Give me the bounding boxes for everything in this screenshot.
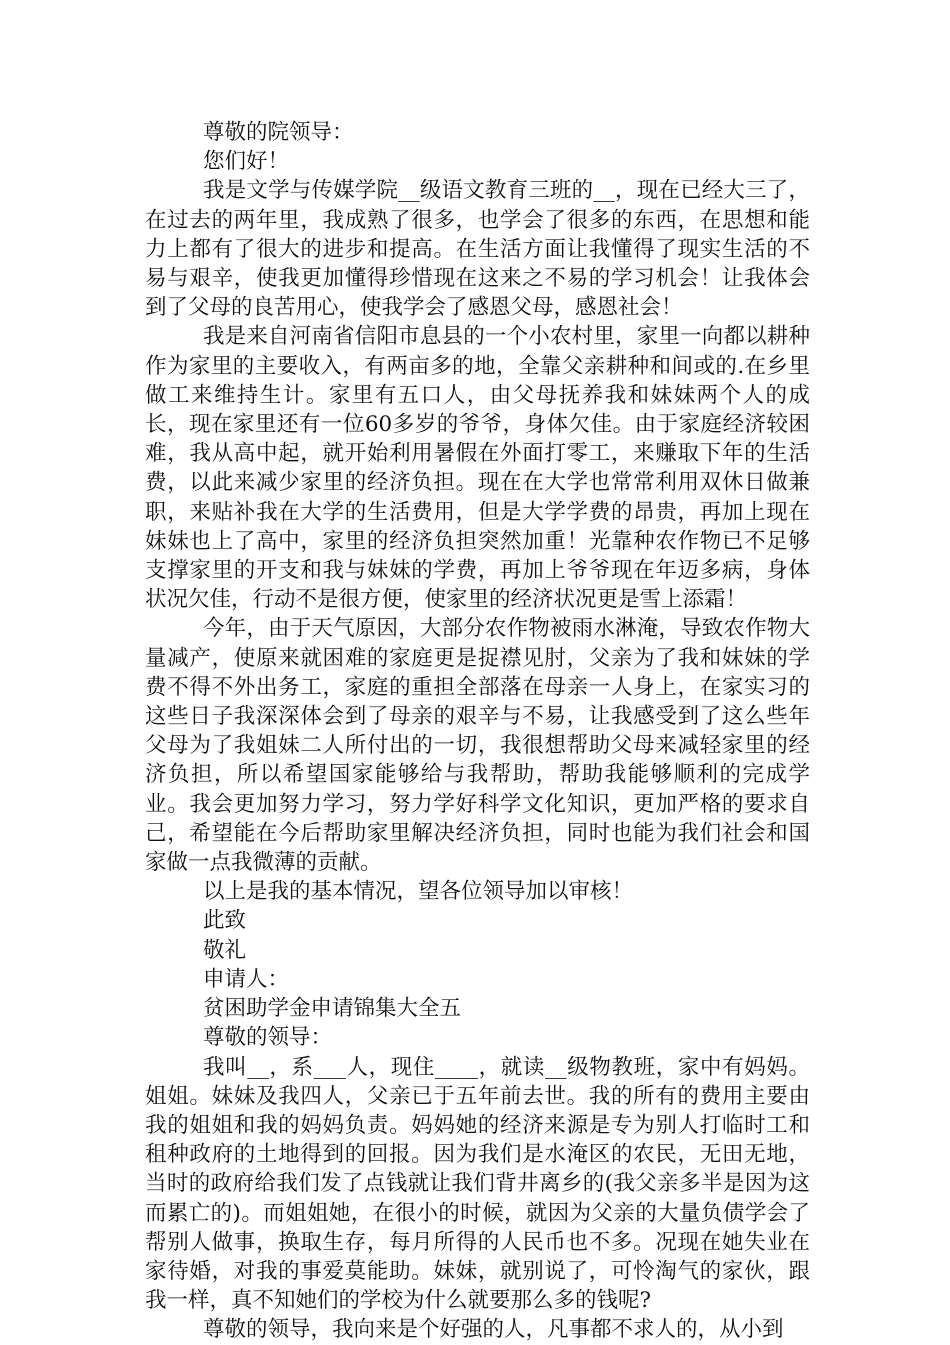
applicant-label: 申请人： <box>203 966 290 992</box>
document-body <box>145 118 810 1345</box>
salutation: 尊敬的院领导： <box>203 120 354 145</box>
section-title: 贫困助学金申请锦集大全五 <box>203 996 462 1022</box>
body-paragraph: 尊敬的领导，我向来是个好强的人，凡事都不求人的，从小到 <box>203 1317 784 1343</box>
closing-cizhi: 此致 <box>203 908 247 934</box>
body-paragraph: 今年，由于天气原因，大部分农作物被雨水淋淹，导致农作物大量减产，使原来就困难的家庭更是捉襟见肘，父亲为了我和妹妹的学费不得不外出务工，家庭的重担全部落在母亲一人身上，在家实习的这些日子我深深体会到了母亲的艰辛与不易，让我感受到了这么些年父母为了我姐妹二人所付出的一切，我很想帮助父母来减轻家里的经济负担，所以希望国家能够给与我帮助，帮助我能够顺利的完成学业。我会更加努力学习，努力学好科学文化知识，更加严格的要求自己，希望能在今后帮助家里解决经济负担，同时也能为我们社会和国家做一点我微薄的贡献。 <box>145 616 810 876</box>
closing-paragraph: 以上是我的基本情况，望各位领导加以审核！ <box>203 879 634 905</box>
body-paragraph: 我是来自河南省信阳市息县的一个小农村里，家里一向都以耕种作为家里的主要收入，有两亩多的地，全靠父亲耕种和间或的.在乡里做工来维持生计。家里有五口人，由父母抚养我和妹妹两个人的成长，现在家里还有一位60多岁的爷爷，身体欠佳。由于家庭经济较困难，我从高中起，就开始利用暑假在外面打零工，来赚取下年的生活费，以此来减少家里的经济负担。现在在大学也常常利用双休日做兼职，来贴补我在大学的生活费用，但是大学学费的昂贵，再加上现在妹妹也上了高中，家里的经济负担突然加重！光靠种农作物已不足够支撑家里的开支和我与妹妹的学费，再加上爷爷现在年迈多病，身体状况欠佳，行动不是很方便，使家里的经济状况更是雪上添霜！ <box>145 324 810 613</box>
greeting: 您们好！ <box>203 149 290 175</box>
salutation-2: 尊敬的领导： <box>203 1025 333 1051</box>
closing-jingli: 敬礼 <box>203 937 247 963</box>
body-paragraph: 我是文学与传媒学院__级语文教育三班的__，现在已经大三了，在过去的两年里，我成熟了很多，也学会了很多的东西，在思想和能力上都有了很大的进步和提高。在生活方面让我懂得了现实生活的不易与艰辛，使我更加懂得珍惜现在这来之不易的学习机会！让我体会到了父母的良苦用心，使我学会了感恩父母，感恩社会！ <box>145 178 810 321</box>
body-paragraph: 我叫__，系___人，现住____，就读__级物教班，家中有妈妈。姐姐。妹妹及我四人，父亲已于五年前去世。我的所有的费用主要由我的姐姐和我的妈妈负责。妈妈她的经济来源是专为别人打临时工和租种政府的土地得到的回报。因为我们是水淹区的农民，无田无地，当时的政府给我们发了点钱就让我们背井离乡的(我父亲多半是因为这而累亡的)。而姐姐她，在很小的时候，就因为父亲的大量负债学会了帮别人做事，换取生存，每月所得的人民币也不多。况现在她失业在家待婚，对我的事爱莫能助。妹妹，就别说了，可怜淘气的家伙，跟我一样，真不知她们的学校为什么就要那么多的钱呢? <box>145 1054 810 1314</box>
